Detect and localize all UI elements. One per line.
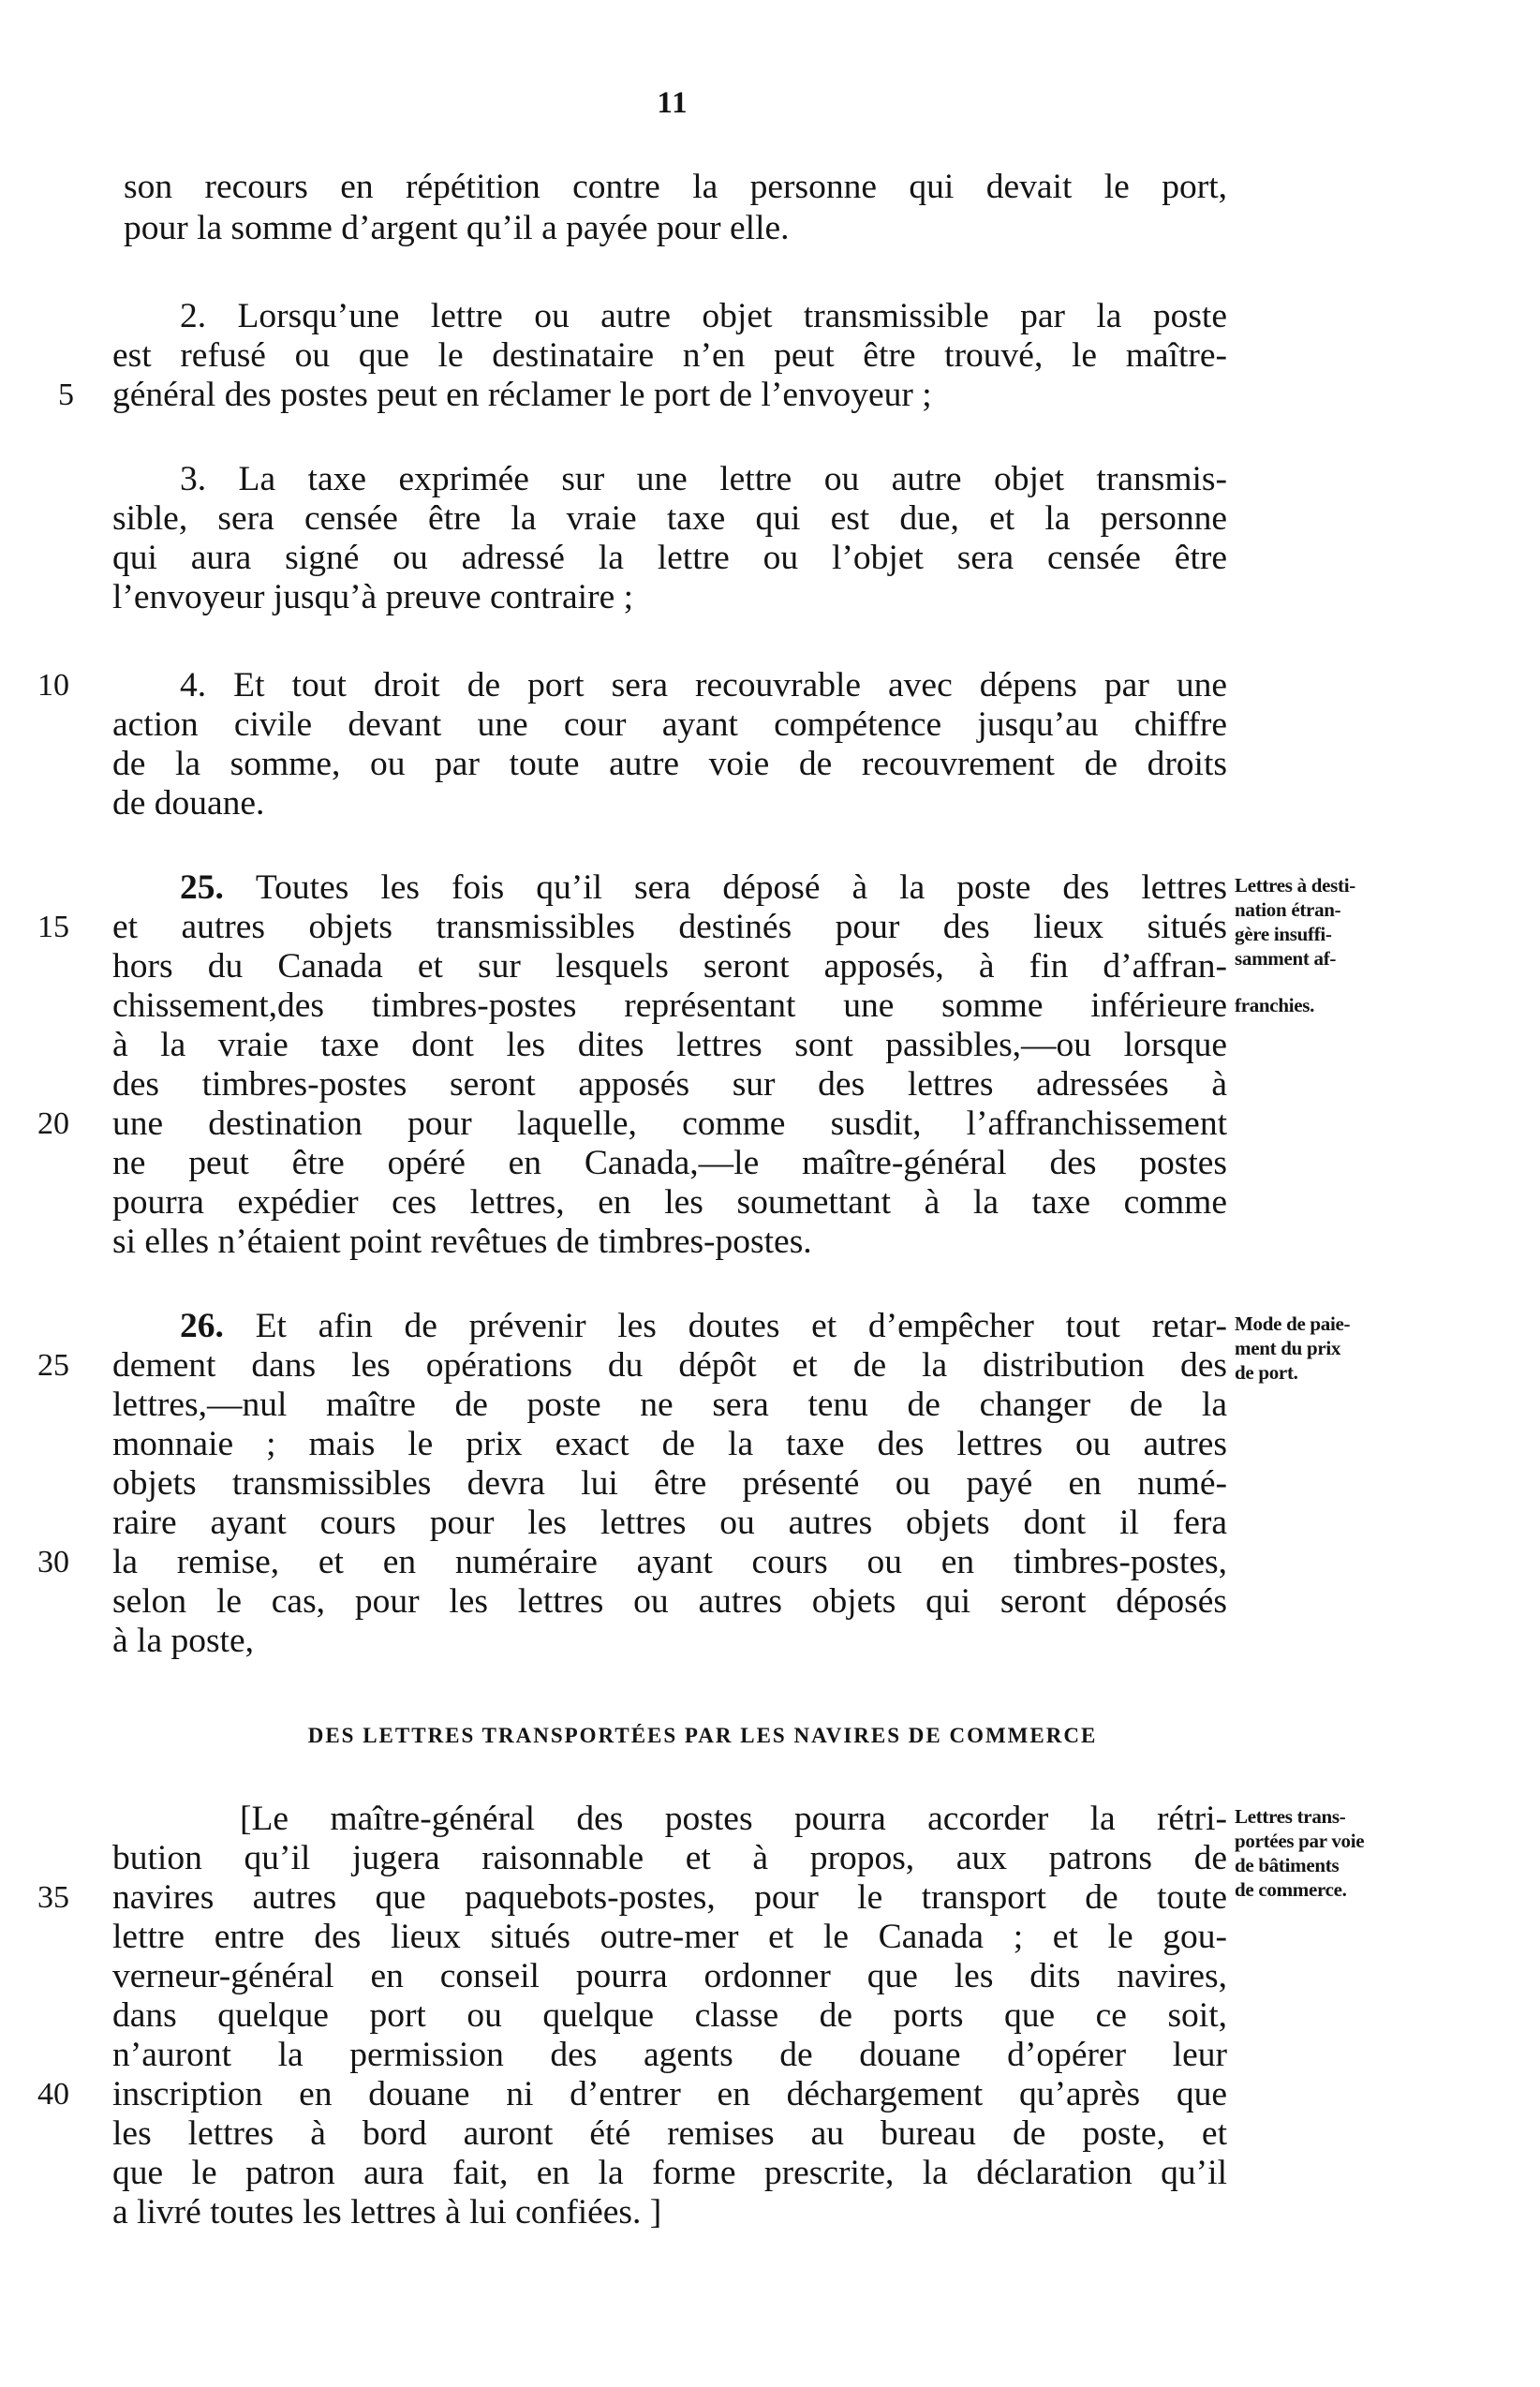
text-line <box>112 375 1227 416</box>
text-line-content: général des postes peut en réclamer le port de l’envoyeur ; <box>112 376 932 414</box>
text-line <box>112 1424 1227 1465</box>
text-line <box>112 744 1227 785</box>
text-line <box>112 335 1227 377</box>
text-line <box>112 1182 1227 1223</box>
text-line <box>112 1385 1227 1426</box>
text-line-content: des timbres-postes seront apposés sur des lettres adressées à <box>112 1065 1227 1104</box>
text-line <box>112 1917 1227 1958</box>
text-line-content: à la poste, <box>112 1622 254 1660</box>
text-line <box>112 1345 1227 1386</box>
text-line <box>112 1621 1227 1662</box>
text-line-content: monnaie ; mais le prix exact de la taxe des lettres ou autres <box>112 1425 1227 1463</box>
text-line-content: verneur-général en conseil pourra ordonner que les dits navires, <box>112 1957 1227 1995</box>
text-line <box>124 167 1227 208</box>
text-line <box>112 986 1227 1027</box>
text-line <box>112 1503 1227 1544</box>
text-line-content: bution qu’il jugera raisonnable et à propos, aux patrons de <box>112 1839 1227 1877</box>
section-heading: DES LETTRES TRANSPORTÉES PAR LES NAVIRES DE COMMERCE <box>307 1724 1098 1747</box>
text-line-content: 4. Et tout droit de port sera recouvrable avec dépens par une <box>180 666 1227 704</box>
text-line <box>112 1542 1227 1583</box>
text-line <box>240 1799 1227 1840</box>
text-line-content: pour la somme d’argent qu’il a payée pour elle. <box>124 209 790 247</box>
text-line-content: ne peut être opéré en Canada,—le maître-général des postes <box>112 1144 1227 1182</box>
section-number: 25. <box>180 868 256 907</box>
text-line-content: de la somme, ou par toute autre voie de recouvrement de droits <box>112 745 1227 783</box>
text-line-content: 3. La taxe exprimée sur une lettre ou autre objet transmis- <box>180 460 1227 498</box>
text-line-content: [Le maître-général des postes pourra accorder la rétri- <box>240 1800 1227 1838</box>
text-line-content: action civile devant une cour ayant compétence jusqu’au chiffre <box>112 705 1227 744</box>
text-line-content: inscription en douane ni d’entrer en déchargement qu’après que <box>112 2075 1227 2113</box>
text-line <box>112 2153 1227 2194</box>
marginal-note-line: de port. <box>1235 1361 1298 1384</box>
line-number: 30 <box>37 1545 69 1579</box>
page-number: 11 <box>657 86 689 120</box>
line-number: 40 <box>37 2077 69 2112</box>
text-line-content: la remise, et en numéraire ayant cours ou en timbres-postes, <box>112 1543 1227 1581</box>
text-line <box>112 1064 1227 1105</box>
text-line-content: lettre entre des lieux situés outre-mer et le Canada ; et le gou- <box>112 1918 1227 1956</box>
marginal-note-line: gère insuffi- <box>1235 923 1332 945</box>
text-line <box>180 665 1227 706</box>
text-line <box>112 1025 1227 1066</box>
marginal-note-line: Mode de paie- <box>1235 1312 1351 1335</box>
text-line-content: dans quelque port ou quelque classe de ports que ce soit, <box>112 1996 1227 2035</box>
line-number: 25 <box>37 1348 69 1383</box>
section-number: 26. <box>180 1307 256 1345</box>
text-line-content: n’auront la permission des agents de douane d’opérer leur <box>112 2036 1227 2074</box>
text-line <box>112 538 1227 579</box>
text-line <box>112 1104 1227 1145</box>
text-line-content: est refusé ou que le destinataire n’en peut être trouvé, le maître- <box>112 336 1227 375</box>
text-line-content: de douane. <box>112 784 265 823</box>
line-number: 10 <box>37 668 69 703</box>
text-line-content: sible, sera censée être la vraie taxe qui est due, et la personne <box>112 499 1227 538</box>
text-line <box>112 704 1227 746</box>
text-line-content: hors du Canada et sur lesquels seront apposés, à fin d’affran- <box>112 947 1227 986</box>
text-line <box>112 1143 1227 1184</box>
text-line-content: lettres,—nul maître de poste ne sera tenu de changer de la <box>112 1386 1227 1424</box>
text-line <box>180 296 1227 337</box>
line-number: 15 <box>37 910 69 944</box>
text-line-content: à la vraie taxe dont les dites lettres sont passibles,—ou lorsque <box>112 1026 1227 1064</box>
text-line <box>112 946 1227 987</box>
text-line <box>112 1877 1227 1919</box>
text-line <box>112 1956 1227 1997</box>
marginal-note-line: Lettres à desti- <box>1235 874 1355 897</box>
text-line-content: que le patron aura fait, en la forme prescrite, la déclaration qu’il <box>112 2154 1227 2192</box>
text-line-content: si elles n’étaient point revêtues de timbres-postes. <box>112 1223 812 1261</box>
line-number: 35 <box>37 1880 69 1915</box>
text-line <box>180 1306 1227 1347</box>
marginal-note-line: de bâtiments <box>1235 1854 1340 1876</box>
line-number: 5 <box>58 378 74 412</box>
text-line-content: une destination pour laquelle, comme susdit, l’affranchissement <box>112 1105 1227 1143</box>
marginal-note-line: franchies. <box>1235 994 1315 1016</box>
text-line-content: Et afin de prévenir les doutes et d’empêcher tout retar- <box>255 1307 1228 1345</box>
text-line <box>112 577 1227 618</box>
text-line <box>124 208 1227 249</box>
marginal-note-line: samment af- <box>1235 947 1337 970</box>
text-line <box>112 2113 1227 2155</box>
text-line-content: a livré toutes les lettres à lui confiées. ] <box>112 2193 662 2231</box>
text-line <box>112 2192 1227 2233</box>
text-line <box>112 907 1227 948</box>
text-line-content: son recours en répétition contre la personne qui devait le port, <box>124 168 1227 206</box>
text-line-content: dement dans les opérations du dépôt et de la distribution des <box>112 1346 1227 1385</box>
text-line-content: Toutes les fois qu’il sera déposé à la poste des lettres <box>255 868 1228 907</box>
text-line <box>112 783 1227 824</box>
marginal-note-line: ment du prix <box>1235 1337 1341 1359</box>
line-number: 20 <box>37 1106 69 1141</box>
text-line <box>112 1581 1227 1623</box>
text-line <box>180 459 1227 500</box>
text-line-content: les lettres à bord auront été remises au bureau de poste, et <box>112 2114 1227 2153</box>
text-line-content: pourra expédier ces lettres, en les soumettant à la taxe comme <box>112 1183 1227 1222</box>
text-line <box>112 2074 1227 2115</box>
text-line-content: et autres objets transmissibles destinés pour des lieux situés <box>112 908 1227 946</box>
marginal-note-line: nation étran- <box>1235 898 1341 921</box>
text-line <box>112 1838 1227 1879</box>
text-line <box>112 498 1227 540</box>
marginal-note-line: de commerce. <box>1235 1878 1347 1901</box>
text-line-content: chissement,des timbres-postes représentant une somme inférieure <box>112 986 1227 1025</box>
marginal-note-line: Lettres trans- <box>1235 1805 1346 1828</box>
marginal-note-line: portées par voie <box>1235 1830 1365 1852</box>
text-line-content: objets transmissibles devra lui être présenté ou payé en numé- <box>112 1464 1227 1503</box>
text-line-content: l’envoyeur jusqu’à preuve contraire ; <box>112 578 634 616</box>
text-line-content: raire ayant cours pour les lettres ou autres objets dont il fera <box>112 1504 1227 1542</box>
text-line-content: selon le cas, pour les lettres ou autres objets qui seront déposés <box>112 1582 1227 1621</box>
text-line-content: qui aura signé ou adressé la lettre ou l’objet sera censée être <box>112 539 1227 577</box>
text-line-content: navires autres que paquebots-postes, pour le transport de toute <box>112 1878 1227 1917</box>
text-line <box>112 1995 1227 2037</box>
text-line <box>112 1463 1227 1505</box>
text-line <box>112 1222 1227 1263</box>
text-line <box>180 867 1227 909</box>
text-line-content: 2. Lorsqu’une lettre ou autre objet transmissible par la poste <box>180 297 1227 335</box>
text-line <box>112 2035 1227 2076</box>
